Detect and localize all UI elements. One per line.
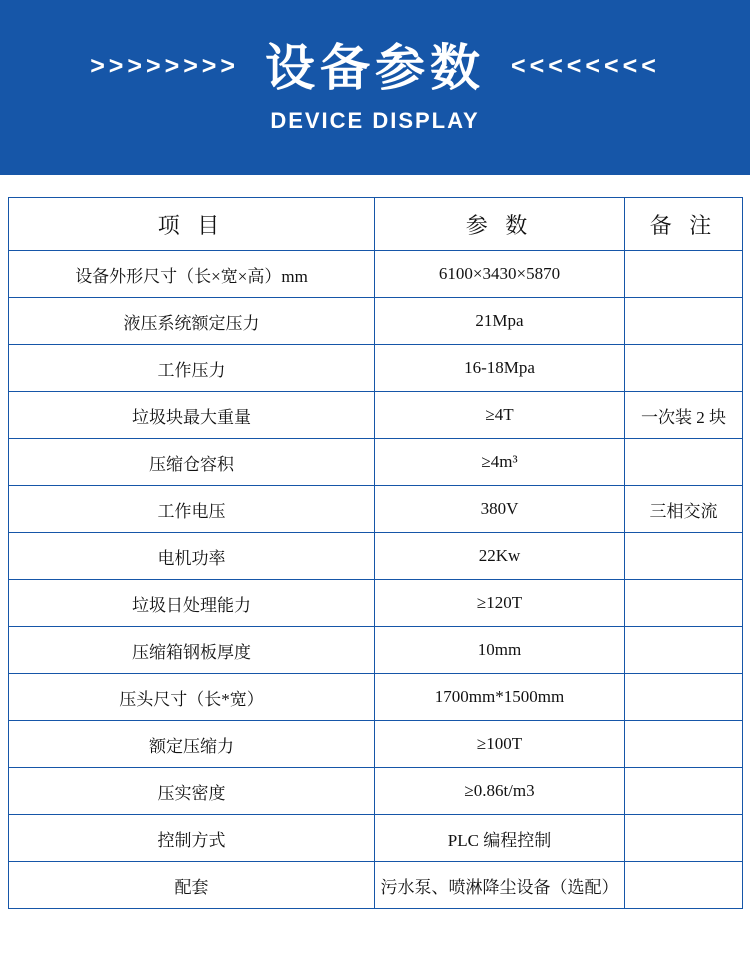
row-item: 配套 [9, 862, 375, 909]
table-row [9, 251, 743, 298]
page-subtitle: DEVICE DISPLAY [270, 108, 480, 133]
row-remark [625, 627, 743, 674]
row-remark: 一次装 2 块 [625, 392, 743, 439]
banner-title-row [90, 41, 660, 96]
table-row [9, 580, 743, 627]
spec-table-wrapper [0, 175, 750, 909]
row-param: 21Mpa [375, 298, 625, 345]
row-param: 污水泵、喷淋降尘设备（选配） [375, 862, 625, 909]
row-remark [625, 815, 743, 862]
table-row [9, 439, 743, 486]
header-item: 项 目 [9, 198, 375, 251]
row-param: 1700mm*1500mm [375, 674, 625, 721]
row-item: 垃圾日处理能力 [9, 580, 375, 627]
row-item: 设备外形尺寸（长×宽×高）mm [9, 251, 375, 298]
row-item: 垃圾块最大重量 [9, 392, 375, 439]
row-item: 控制方式 [9, 815, 375, 862]
row-remark [625, 862, 743, 909]
banner-content [0, 0, 750, 181]
table-row [9, 674, 743, 721]
row-remark [625, 674, 743, 721]
row-param: ≥0.86t/m3 [375, 768, 625, 815]
row-remark [625, 345, 743, 392]
row-param: 22Kw [375, 533, 625, 580]
left-arrows-icon: >>>>>>>> [90, 52, 239, 80]
row-param: ≥4T [375, 392, 625, 439]
row-param: ≥100T [375, 721, 625, 768]
row-remark [625, 768, 743, 815]
spec-table [8, 197, 743, 909]
table-row [9, 486, 743, 533]
spec-table-body [9, 198, 743, 909]
row-item: 压缩箱钢板厚度 [9, 627, 375, 674]
page-title: 设备参数 [265, 39, 485, 97]
row-param: 6100×3430×5870 [375, 251, 625, 298]
table-row [9, 815, 743, 862]
table-row [9, 862, 743, 909]
page-banner [0, 0, 750, 175]
row-item: 工作电压 [9, 486, 375, 533]
row-item: 额定压缩力 [9, 721, 375, 768]
row-remark: 三相交流 [625, 486, 743, 533]
row-param: PLC 编程控制 [375, 815, 625, 862]
row-item: 电机功率 [9, 533, 375, 580]
row-remark [625, 251, 743, 298]
row-item: 压头尺寸（长*宽） [9, 674, 375, 721]
row-item: 压缩仓容积 [9, 439, 375, 486]
row-item: 工作压力 [9, 345, 375, 392]
table-row [9, 298, 743, 345]
header-param: 参 数 [375, 198, 625, 251]
row-remark [625, 533, 743, 580]
row-param: ≥4m³ [375, 439, 625, 486]
row-param: 380V [375, 486, 625, 533]
row-remark [625, 439, 743, 486]
table-row [9, 627, 743, 674]
row-remark [625, 298, 743, 345]
table-row [9, 768, 743, 815]
row-remark [625, 721, 743, 768]
table-row [9, 533, 743, 580]
row-remark [625, 580, 743, 627]
table-header-row [9, 198, 743, 251]
header-remark: 备 注 [625, 198, 743, 251]
table-row [9, 392, 743, 439]
row-param: ≥120T [375, 580, 625, 627]
table-row [9, 721, 743, 768]
right-arrows-icon: <<<<<<<< [511, 52, 660, 80]
table-row [9, 345, 743, 392]
row-param: 16-18Mpa [375, 345, 625, 392]
row-param: 10mm [375, 627, 625, 674]
row-item: 压实密度 [9, 768, 375, 815]
row-item: 液压系统额定压力 [9, 298, 375, 345]
